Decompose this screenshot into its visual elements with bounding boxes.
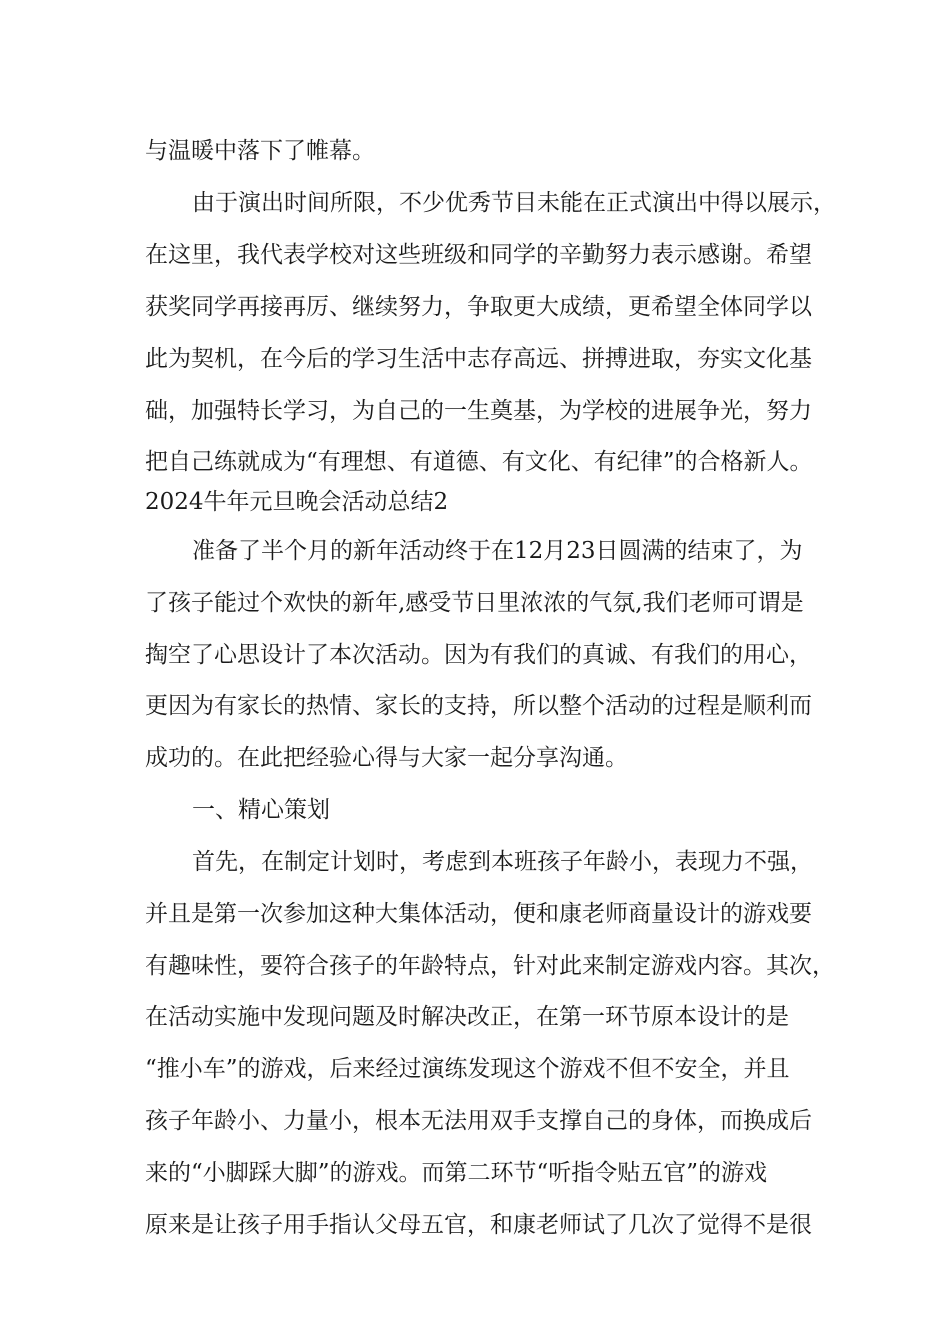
text-line: 成功的。在此把经验心得与大家一起分享沟通。 <box>145 745 628 771</box>
text-line: 把自己练就成为“有理想、有道德、有文化、有纪律”的合格新人。 <box>145 449 813 475</box>
text-line: 来的“小脚踩大脚”的游戏。而第二环节“听指令贴五官”的游戏 <box>145 1160 768 1186</box>
text-line: 在这里，我代表学校对这些班级和同学的辛勤努力表示感谢。希望 <box>145 242 812 268</box>
text-line: 并且是第一次参加这种大集体活动，便和康老师商量设计的游戏要 <box>145 901 812 927</box>
text-line: 原来是让孩子用手指认父母五官，和康老师试了几次了觉得不是很 <box>145 1212 812 1238</box>
text-line: “推小车”的游戏，后来经过演练发现这个游戏不但不安全，并且 <box>145 1056 790 1082</box>
text-line: 与温暖中落下了帷幕。 <box>145 138 375 164</box>
text-line: 在活动实施中发现问题及时解决改正，在第一环节原本设计的是 <box>145 1004 789 1030</box>
text-line: 有趣味性，要符合孩子的年龄特点，针对此来制定游戏内容。其次， <box>145 953 835 979</box>
text-line: 此为契机，在今后的学习生活中志存高远、拼搏进取，夯实文化基 <box>145 346 812 372</box>
text-line: 掏空了心思设计了本次活动。因为有我们的真诚、有我们的用心， <box>145 642 812 668</box>
paragraph-first-line: 准备了半个月的新年活动终于在12月23日圆满的结束了，为 <box>192 538 803 564</box>
text-line: 孩子年龄小、力量小，根本无法用双手支撑自己的身体，而换成后 <box>145 1108 812 1134</box>
paragraph-first-line: 由于演出时间所限，不少优秀节目未能在正式演出中得以展示， <box>192 190 836 216</box>
text-line: 了孩子能过个欢快的新年,感受节日里浓浓的气氛,我们老师可谓是 <box>145 590 804 616</box>
subsection-heading: 一、精心策划 <box>192 797 330 823</box>
section-title: 2024牛年元旦晚会活动总结2 <box>145 489 449 515</box>
paragraph-first-line: 首先，在制定计划时，考虑到本班孩子年龄小，表现力不强， <box>192 849 813 875</box>
text-line: 获奖同学再接再厉、继续努力，争取更大成绩，更希望全体同学以 <box>145 294 812 320</box>
text-line: 更因为有家长的热情、家长的支持，所以整个活动的过程是顺利而 <box>145 693 812 719</box>
text-line: 础，加强特长学习，为自己的一生奠基，为学校的进展争光，努力 <box>145 398 812 424</box>
